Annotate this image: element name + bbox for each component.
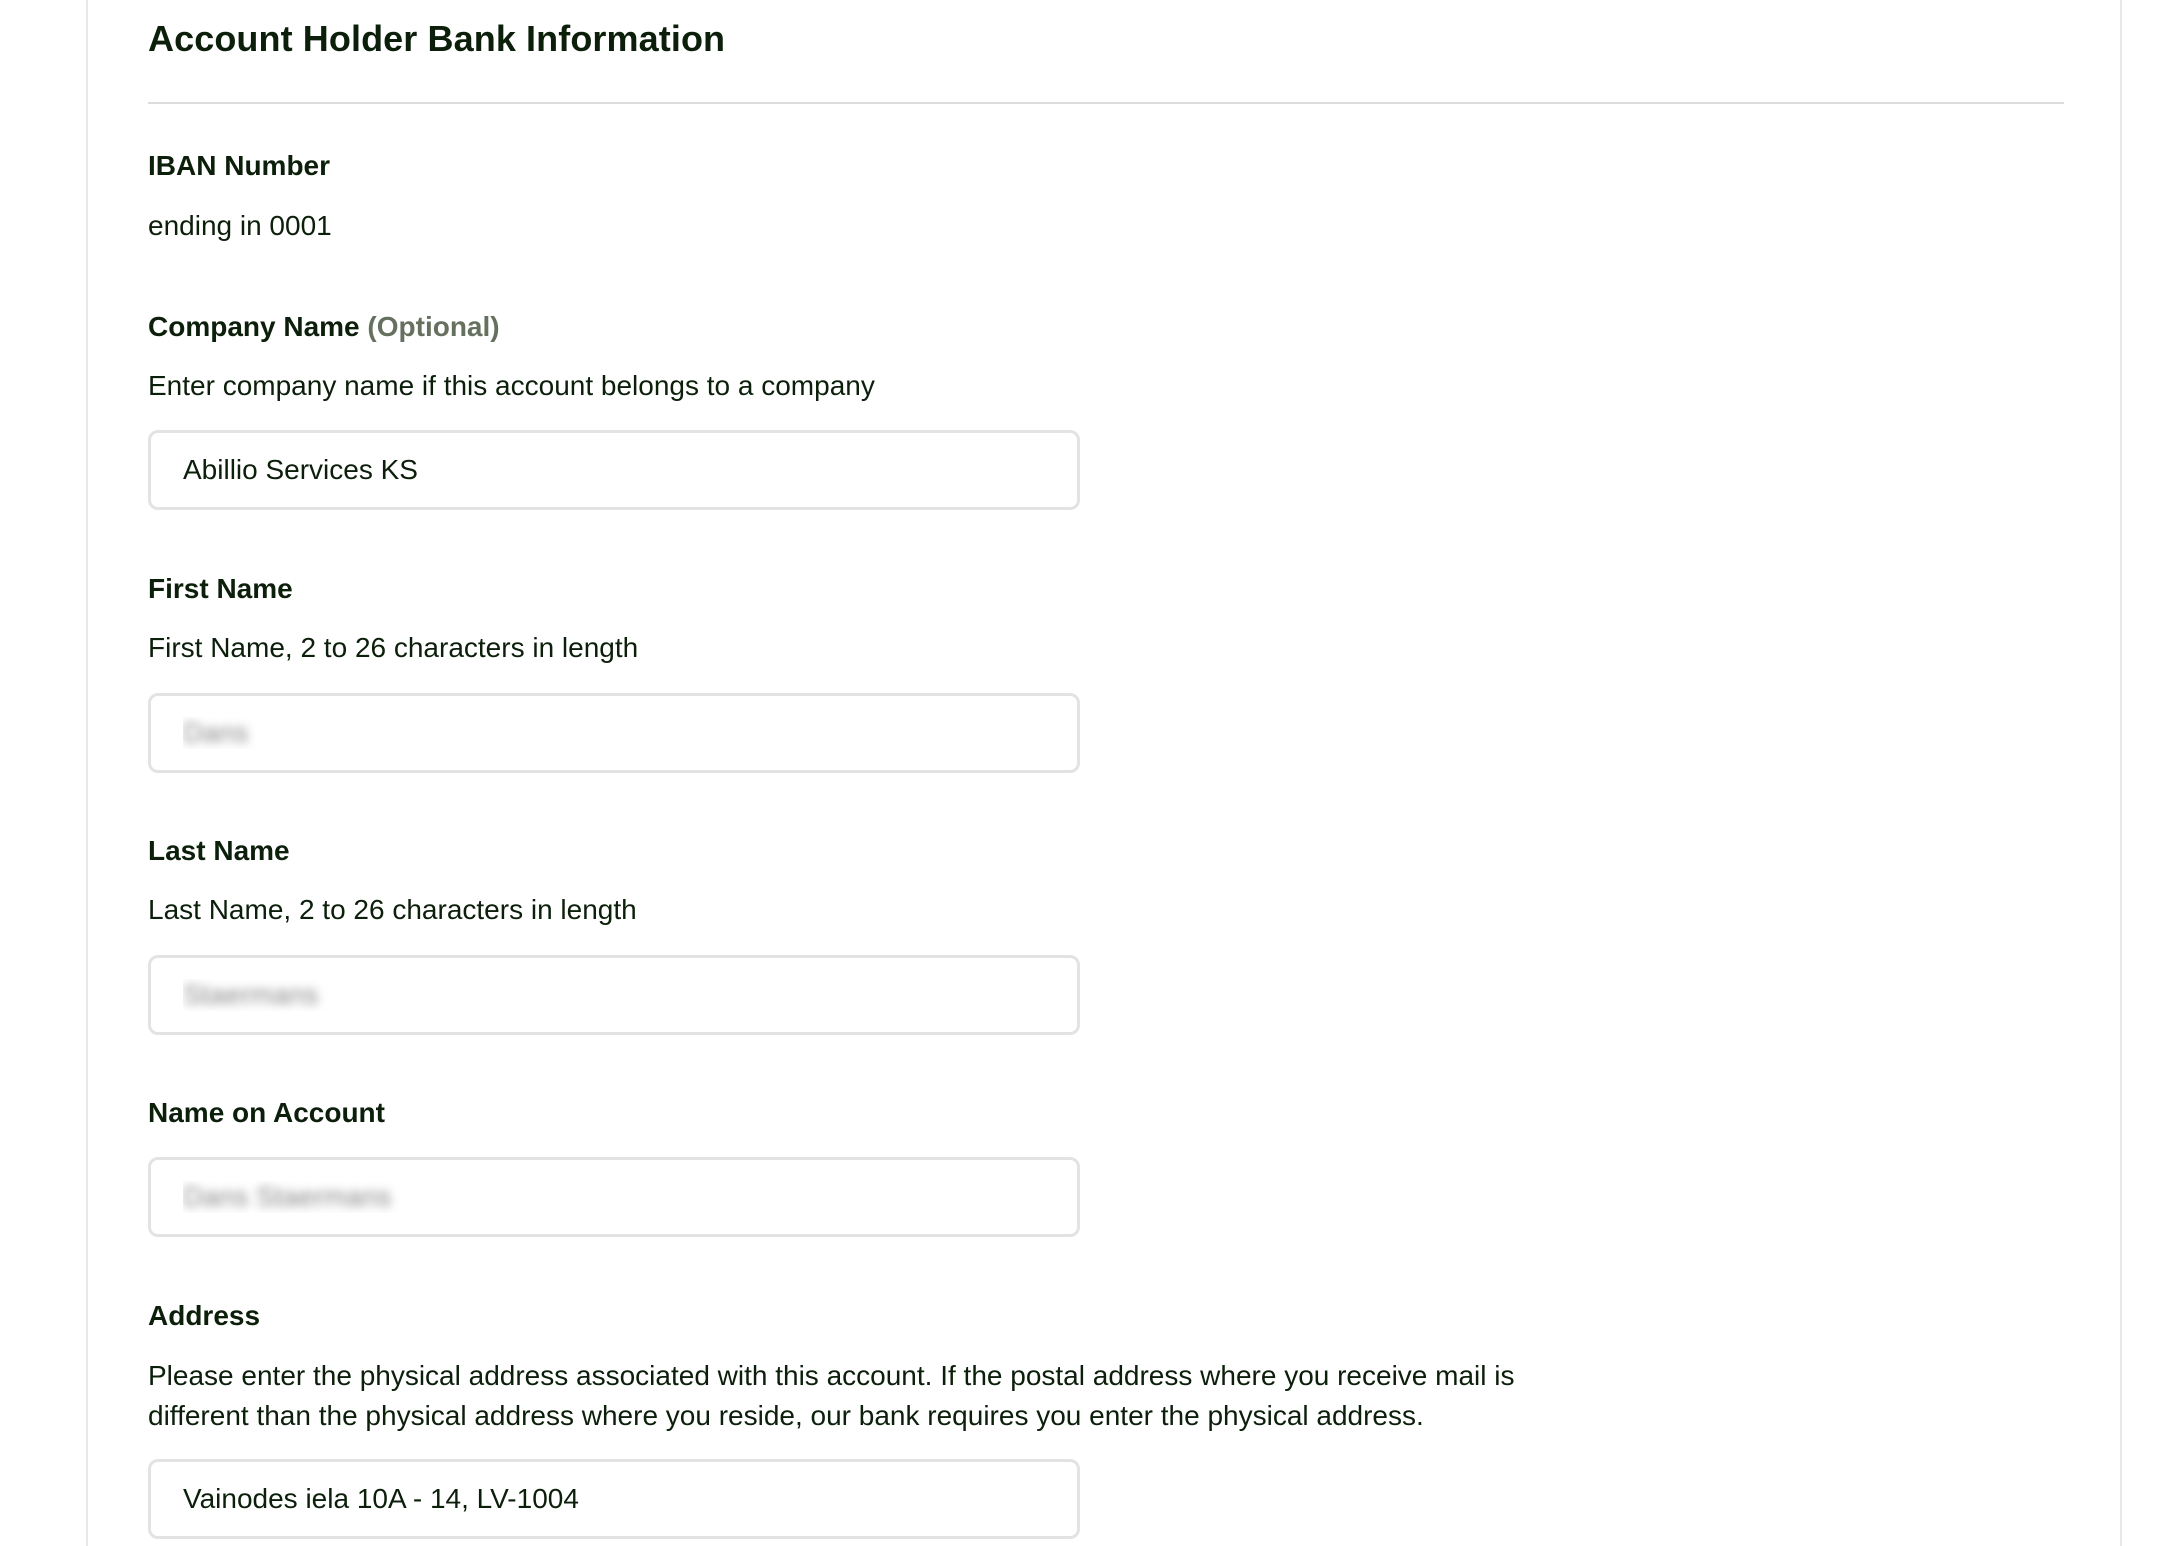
address-label: Address bbox=[148, 1300, 261, 1331]
optional-tag: (Optional) bbox=[367, 311, 500, 342]
first-name-label: First Name bbox=[148, 573, 293, 604]
address-input[interactable] bbox=[148, 1459, 1080, 1539]
iban-value: ending in 0001 bbox=[148, 210, 332, 241]
iban-label: IBAN Number bbox=[148, 150, 331, 181]
first-name-input[interactable] bbox=[148, 693, 1080, 773]
last-name-help: Last Name, 2 to 26 characters in length bbox=[148, 894, 637, 925]
address-help: Please enter the physical address associated with this account. If the postal address where you receive mail is different than the physical address where you reside, our bank requires you enter the physical address. bbox=[148, 1360, 1515, 1431]
company-name-input[interactable] bbox=[148, 430, 1080, 510]
name-on-account-label: Name on Account bbox=[148, 1097, 385, 1128]
company-name-label-text: Company Name bbox=[148, 311, 360, 342]
section-title: Account Holder Bank Information bbox=[148, 18, 726, 59]
form-panel bbox=[86, 0, 2122, 1546]
last-name-input[interactable] bbox=[148, 955, 1080, 1035]
name-on-account-input[interactable] bbox=[148, 1157, 1080, 1237]
company-name-label bbox=[148, 311, 500, 343]
first-name-help: First Name, 2 to 26 characters in length bbox=[148, 632, 639, 663]
section-divider bbox=[148, 102, 2064, 104]
last-name-label: Last Name bbox=[148, 835, 290, 866]
company-name-help: Enter company name if this account belongs to a company bbox=[148, 370, 875, 401]
